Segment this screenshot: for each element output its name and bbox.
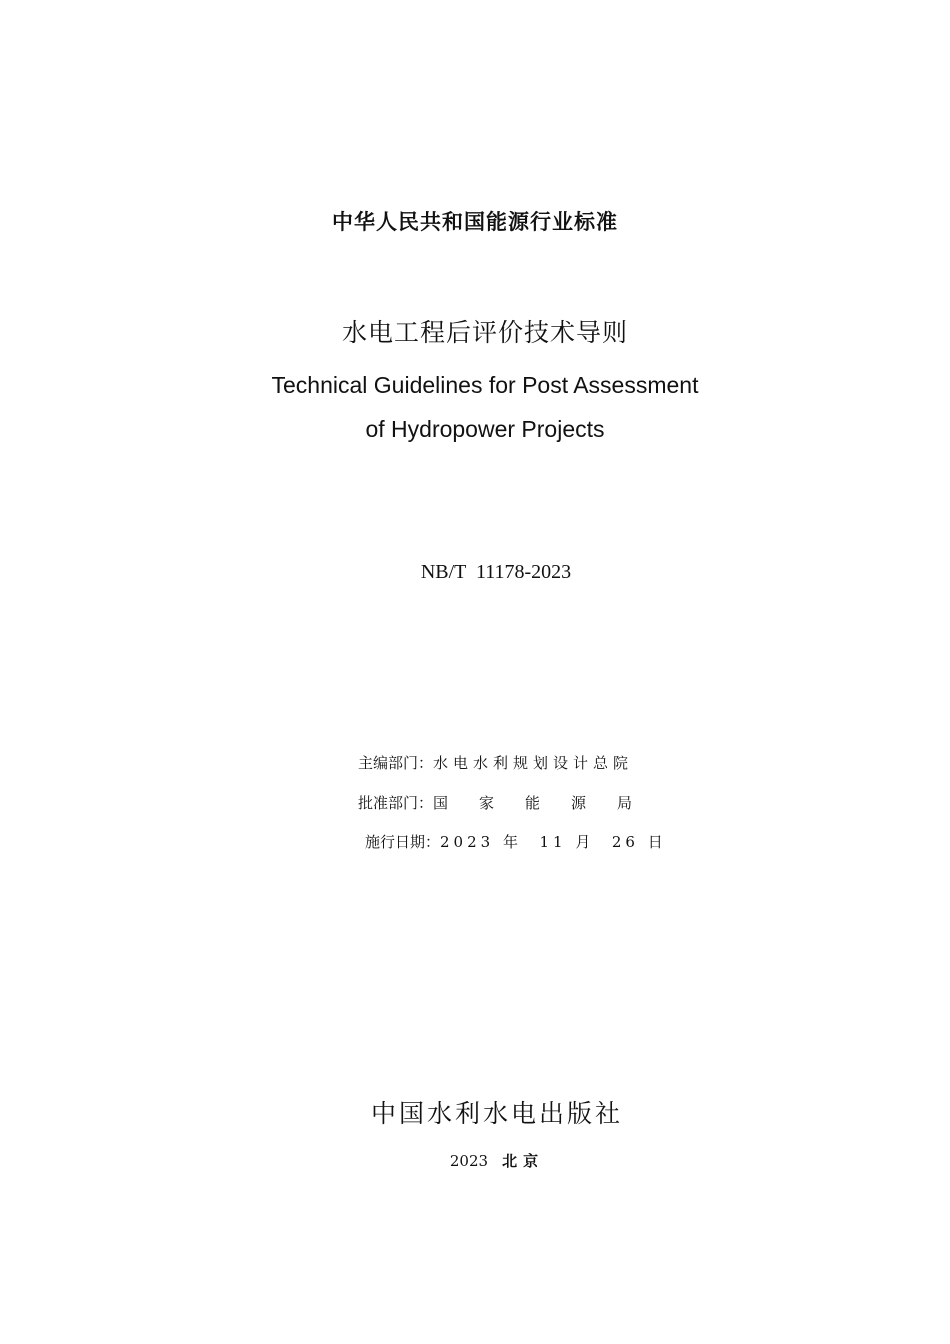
approval-department-value	[433, 794, 632, 812]
publication-place	[22, 1150, 950, 1171]
title-chinese: 水电工程后评价技术导则	[341, 318, 628, 347]
title-english-line-1: Technical Guidelines for Post Assessment	[271, 372, 699, 398]
approver-char: 能	[525, 794, 541, 812]
editor-department-row	[358, 752, 633, 773]
standard-number: NB/T 11178-2023	[420, 561, 572, 583]
effective-date-value: 2023 年 11 月 26 日	[440, 833, 667, 851]
approver-char: 国	[433, 794, 449, 812]
publication-year: 2023	[449, 1152, 489, 1170]
publication-city: 北京	[502, 1152, 545, 1170]
editor-department-label: 主编部门：	[358, 754, 434, 772]
effective-date-row	[365, 831, 667, 852]
approver-char: 源	[571, 794, 587, 812]
publisher-name: 中国水利水电出版社	[370, 1099, 623, 1128]
approval-department-label: 批准部门：	[358, 794, 434, 812]
editor-department-value: 水电水利规划设计总院	[433, 754, 634, 772]
title-english-line-2: of Hydropower Projects	[365, 416, 605, 442]
standard-category-header: 中华人民共和国能源行业标准	[332, 210, 618, 234]
effective-date-label: 施行日期：	[365, 833, 441, 851]
approval-department-row	[358, 792, 632, 813]
approver-char: 局	[617, 794, 633, 812]
approver-char: 家	[479, 794, 495, 812]
